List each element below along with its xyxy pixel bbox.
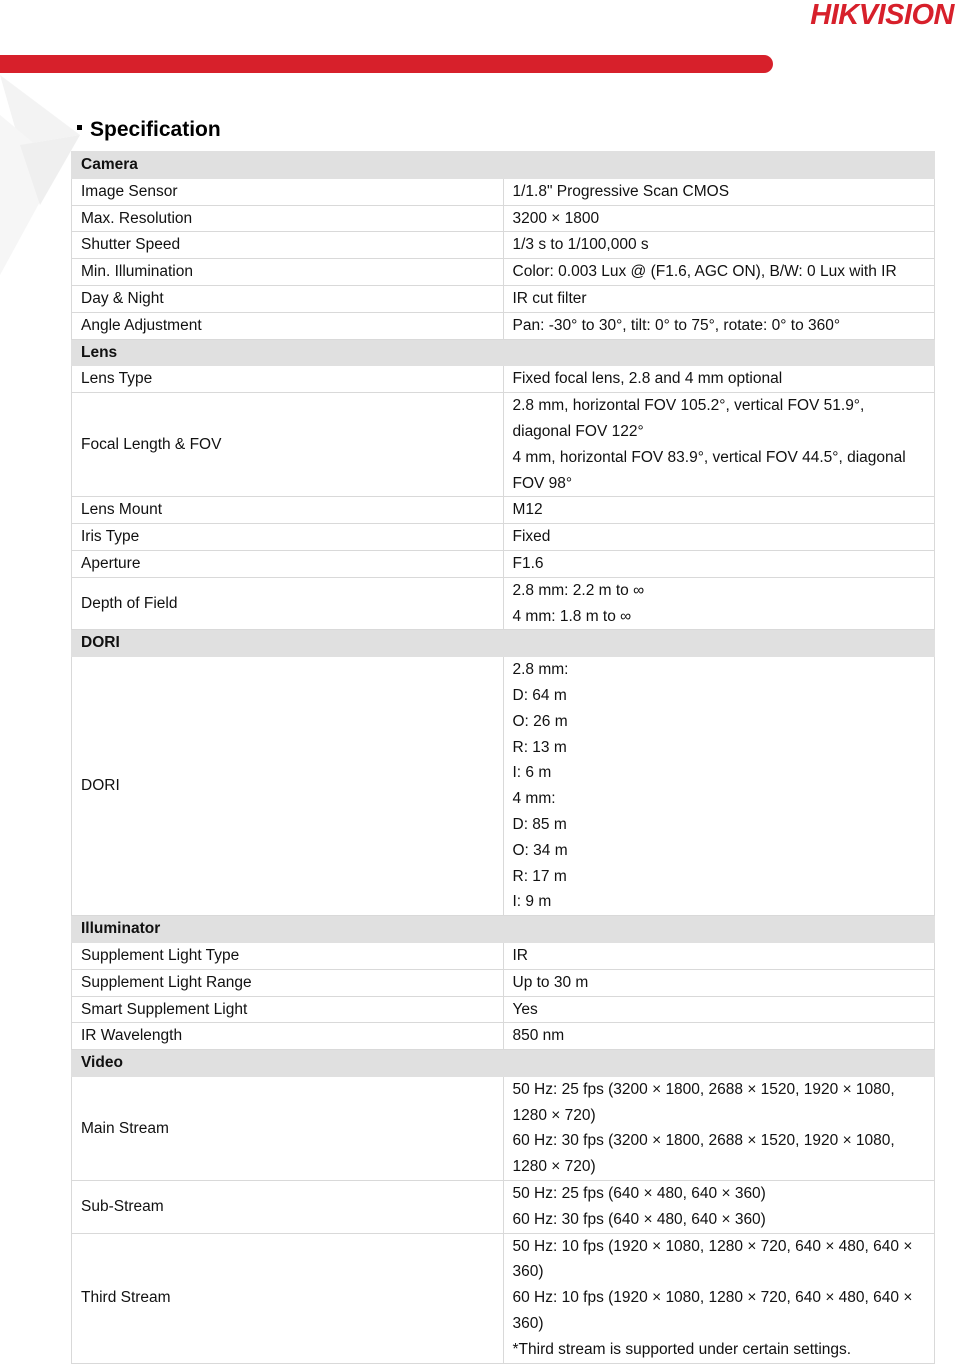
spec-label: Supplement Light Type [72,942,504,969]
spec-row [72,1076,935,1180]
spec-label: Smart Supplement Light [72,996,504,1023]
spec-row [72,996,935,1023]
spec-label: Day & Night [72,285,504,312]
section-title: Video [72,1050,935,1077]
spec-value-line: 2.8 mm: 2.2 m to ∞ [512,581,645,599]
section-header [72,1050,935,1077]
section-header [72,630,935,657]
spec-value [503,259,935,286]
section-header [72,152,935,179]
spec-value-line: 4 mm: [512,790,556,808]
spec-value-line: 50 Hz: 25 fps (640 × 480, 640 × 360) [512,1185,766,1203]
spec-value-line: 60 Hz: 30 fps (3200 × 1800, 2688 × 1520, 1920 × 1080, 1280 × 720) [512,1132,895,1176]
section-title: Lens [72,339,935,366]
spec-label: DORI [72,657,504,916]
spec-table [71,151,935,1364]
spec-value-line: Fixed [512,528,551,546]
spec-value-line: 50 Hz: 10 fps (1920 × 1080, 1280 × 720, 640 × 480, 640 × 360) [512,1237,913,1281]
spec-title-text: Specification [90,118,221,141]
title-bullet-icon [77,125,82,130]
section-title: Camera [72,152,935,179]
spec-value [503,366,935,393]
spec-value [503,1023,935,1050]
spec-row [72,312,935,339]
spec-row [72,205,935,232]
section-title: DORI [72,630,935,657]
spec-value-line: 50 Hz: 25 fps (3200 × 1800, 2688 × 1520, 1920 × 1080, 1280 × 720) [512,1080,895,1124]
spec-row [72,657,935,916]
spec-value-line: *Third stream is supported under certain settings. [512,1340,852,1358]
spec-value-line: 2.8 mm, horizontal FOV 105.2°, vertical FOV 51.9°, diagonal FOV 122° [512,397,865,440]
spec-value [503,285,935,312]
spec-value-line: 3200 × 1800 [512,209,600,227]
spec-value-line: D: 85 m [512,815,567,833]
spec-row [72,232,935,259]
spec-value [503,942,935,969]
spec-row [72,285,935,312]
section-header [72,916,935,943]
spec-value [503,657,935,916]
spec-value-line: R: 13 m [512,738,567,756]
spec-row [72,259,935,286]
spec-value-line: O: 34 m [512,841,568,859]
spec-value [503,497,935,524]
spec-value [503,312,935,339]
spec-value-line: R: 17 m [512,867,567,885]
spec-label: Aperture [72,550,504,577]
spec-value-line: Color: 0.003 Lux @ (F1.6, AGC ON), B/W: 0 Lux with IR [512,263,897,281]
spec-value-line: IR [512,946,528,964]
section-title: Illuminator [72,916,935,943]
spec-label: Image Sensor [72,178,504,205]
spec-value [503,577,935,630]
spec-value-line: I: 6 m [512,764,552,782]
spec-row [72,1181,935,1234]
spec-value [503,178,935,205]
spec-row [72,942,935,969]
spec-value [503,393,935,497]
spec-value-line: IR cut filter [512,289,587,307]
spec-value-line: 1/3 s to 1/100,000 s [512,236,649,254]
spec-value-line: Yes [512,1000,538,1018]
spec-value-line: M12 [512,501,543,519]
spec-value-line: 60 Hz: 10 fps (1920 × 1080, 1280 × 720, 640 × 480, 640 × 360) [512,1289,913,1333]
spec-row [72,577,935,630]
spec-row [72,969,935,996]
spec-value-line: D: 64 m [512,686,567,704]
spec-label: Max. Resolution [72,205,504,232]
spec-value [503,524,935,551]
spec-row [72,524,935,551]
spec-value [503,1233,935,1363]
spec-row [72,1233,935,1363]
spec-label: Iris Type [72,524,504,551]
spec-label: Main Stream [72,1076,504,1180]
spec-value [503,1076,935,1180]
spec-value [503,969,935,996]
spec-row [72,550,935,577]
spec-value [503,550,935,577]
spec-label: Depth of Field [72,577,504,630]
spec-label: Supplement Light Range [72,969,504,996]
spec-value-line: Pan: -30° to 30°, tilt: 0° to 75°, rotate: 0° to 360° [512,316,841,334]
spec-value [503,232,935,259]
spec-value-line: I: 9 m [512,893,552,911]
spec-value-line: F1.6 [512,554,544,572]
spec-value [503,1181,935,1234]
spec-label: Lens Type [72,366,504,393]
spec-label: Focal Length & FOV [72,393,504,497]
spec-row [72,393,935,497]
spec-value-line: Up to 30 m [512,973,589,991]
spec-value-line: O: 26 m [512,712,568,730]
hikvision-logo: HIKVISION [810,0,954,31]
spec-title [77,117,221,143]
spec-value-line: Fixed focal lens, 2.8 and 4 mm optional [512,370,783,388]
spec-value-line: 60 Hz: 30 fps (640 × 480, 640 × 360) [512,1210,766,1228]
spec-row [72,178,935,205]
spec-value-line: 850 nm [512,1027,565,1045]
spec-value-line: 1/1.8" Progressive Scan CMOS [512,182,730,200]
spec-value-line: 4 mm: 1.8 m to ∞ [512,607,632,625]
spec-label: Shutter Speed [72,232,504,259]
spec-value-line: 2.8 mm: [512,661,569,679]
spec-label: Sub-Stream [72,1181,504,1234]
spec-value [503,996,935,1023]
spec-value-line: 4 mm, horizontal FOV 83.9°, vertical FOV 44.5°, diagonal FOV 98° [512,448,906,492]
header-red-bar [0,55,773,73]
spec-row [72,497,935,524]
spec-value [503,205,935,232]
spec-row [72,366,935,393]
watermark-shape [0,75,80,275]
spec-label: Lens Mount [72,497,504,524]
spec-label: Min. Illumination [72,259,504,286]
spec-label: IR Wavelength [72,1023,504,1050]
spec-row [72,1023,935,1050]
spec-label: Angle Adjustment [72,312,504,339]
section-header [72,339,935,366]
spec-label: Third Stream [72,1233,504,1363]
